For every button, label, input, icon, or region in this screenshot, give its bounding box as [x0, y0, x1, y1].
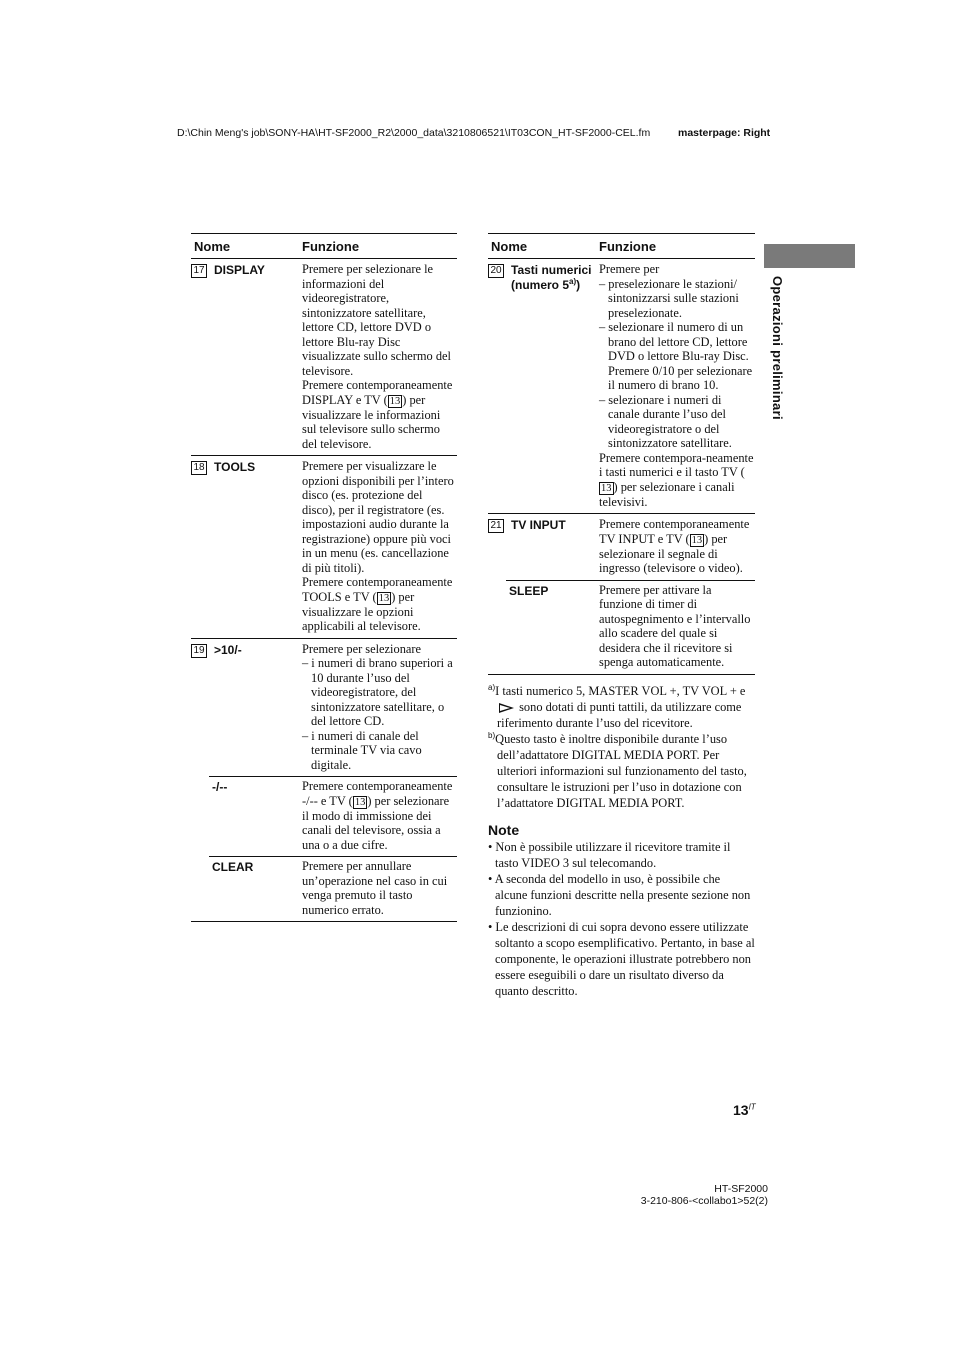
key-name: CLEAR	[212, 860, 254, 874]
key-function: Premere per – preselezionare le stazioni/ sintonizzarsi sulle stazioni preselezionate. – selezionare il numero di un brano del lettore CD, lettore DVD o lettore Blu-ray Disc. Premere 0/10 per selezionare il numero di brano 10. – selezionare i numeri di canale durante l’uso del videoregistratore o del sintonizzatore satellitare. Premere contempora-neamente i tasti numerici e il tasto TV (13 ) per selezionare i canali televisivi.	[599, 262, 754, 509]
note-item: • Le descrizioni di cui sopra devono essere utilizzate soltanto a scopo esemplificativo. Pertanto, in base al componente, le operazioni illustrate potrebbero non essere eseguibili o dare un risultato diverso da quanto descritto.	[488, 919, 755, 998]
key-name: Tasti numerici (numero 5$^{a)}$)	[511, 263, 592, 292]
table-row	[488, 513, 755, 580]
table-row	[191, 638, 457, 777]
header-name: Nome	[194, 238, 231, 254]
header-function: Funzione	[599, 238, 657, 254]
section-label: Operazioni preliminari	[770, 276, 785, 420]
footnotes	[488, 683, 755, 811]
header-name: Nome	[491, 238, 528, 254]
key-function: Premere contemporaneamente TV INPUT e TV ( 13 ) per selezionare il segnale di ingresso (televisore o video).	[599, 517, 750, 575]
callout-ref: 13	[389, 395, 401, 407]
table-row	[209, 856, 457, 921]
callout-ref: 13	[601, 482, 612, 494]
table-header	[488, 233, 755, 259]
table-row	[209, 776, 457, 856]
callout-number: 20	[488, 264, 504, 278]
callout-ref: 13	[378, 592, 390, 604]
footnote-a: $^{a)}$I tasti numerico 5, MASTER VOL +, TV VOL + e sono dotati di punti tattili, da utilizzare come riferimento durante l’uso del ricevitore.	[488, 682, 746, 730]
callout-ref: 13	[354, 796, 366, 808]
header-function: Funzione	[302, 238, 360, 254]
callout-number: 21	[488, 519, 504, 533]
note-title: Note	[488, 821, 520, 838]
section-tab	[764, 244, 855, 268]
table-row	[191, 259, 457, 455]
footer-model: HT-SF2000	[714, 1183, 768, 1195]
footnote-b: $^{b)}$Questo tasto è inoltre disponibile durante l’uso dell’adattatore DIGITAL MEDIA PORT. Per ulteriori informazioni sul funzionamento del tasto, consultare le istruzioni per l’uso in dotazione con l’adattatore DIGITAL MEDIA PORT.	[488, 730, 747, 810]
key-name: >10/-	[214, 642, 242, 657]
tactile-triangle-icon	[499, 703, 514, 713]
masterpage-label: masterpage: Right	[678, 127, 771, 139]
key-name: SLEEP	[509, 583, 549, 598]
note-list	[488, 839, 755, 999]
page-number: $13^{IT}$	[733, 1102, 756, 1118]
key-name: TV INPUT	[511, 518, 566, 532]
table-row	[506, 580, 755, 674]
key-function: Premere per annullare un’operazione nel caso in cui venga premuto il tasto numerico errato.	[302, 859, 448, 917]
key-name: TOOLS	[214, 460, 256, 474]
key-function: Premere per visualizzare le opzioni disponibili per l’intero disco (es. protezione del disco), per il registratore (es. impostazioni audio durante la registrazione) oppure più voci in un menu (es. cancellazione di più titoli). Premere contemporaneamente TOOLS e TV ( 13 ) per visualizzare le opzioni applicabili al televisore.	[302, 459, 454, 633]
file-path-header: D:\Chin Meng's job\SONY-HA\HT-SF2000_R2\2000_data\3210806521\IT03CON_HT-SF2000-CEL.fm	[177, 127, 651, 139]
key-function: Premere per selezionare – i numeri di brano superiori a 10 durante l’uso del videoregistratore, del sintonizzatore satellitare, o del lettore CD. – i numeri di canale del terminale TV via cavo digitale.	[302, 641, 453, 772]
key-function: Premere contemporaneamente -/-- e TV ( 13 ) per selezionare il modo di immissione dei canali del televisore, ossia a una o a due cifre.	[302, 779, 453, 852]
key-function: Premere per selezionare le informazioni del videoregistratore, sintonizzatore satellitare, lettore CD, lettore DVD o lettore Blu-ray Disc visualizzate sullo schermo del televisore. Premere contemporaneamente DISPLAY e TV ( 13 ) per visualizzare le informazioni sul televisore sullo schermo del televisore.	[302, 262, 453, 451]
callout-number: 18	[191, 461, 207, 475]
footer	[620, 1183, 768, 1207]
right-table	[488, 233, 755, 999]
callout-number: 17	[191, 264, 207, 278]
table-header	[191, 233, 457, 259]
left-table	[191, 233, 457, 922]
key-function: Premere per attivare la funzione di timer di autospegnimento e l’intervallo allo scadere del quale si desidera che il ricevitore si spenga automaticamente.	[599, 582, 751, 669]
table-row	[488, 259, 755, 513]
callout-number: 19	[191, 644, 207, 658]
key-name: -/--	[212, 780, 228, 794]
key-name: DISPLAY	[214, 263, 265, 277]
table-row	[191, 455, 457, 638]
note-item: • A seconda del modello in uso, è possibile che alcune funzioni descritte nella presente sezione non funzionino.	[488, 871, 751, 918]
note-item: • Non è possibile utilizzare il ricevitore tramite il tasto VIDEO 3 sul telecomando.	[488, 839, 731, 870]
callout-ref: 13	[691, 534, 703, 546]
footer-code: 3-210-806-<collabo1>52(2)	[640, 1195, 768, 1207]
